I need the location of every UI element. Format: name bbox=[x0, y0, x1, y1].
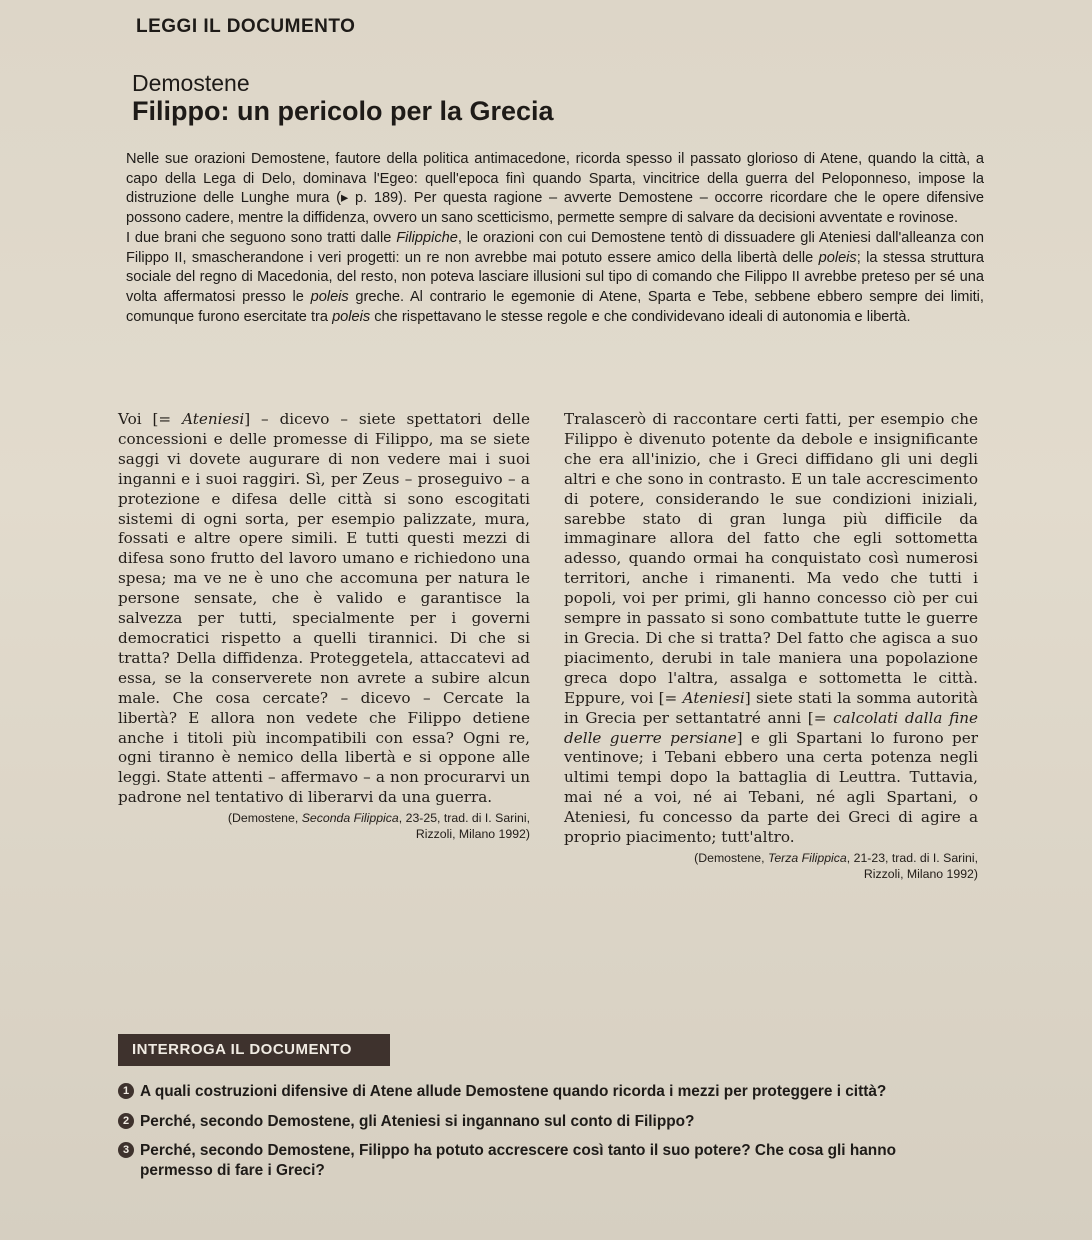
intro-p2-part5: che rispettavano le stesse regole e che condividevano ideali di autonomia e libertà. bbox=[370, 308, 911, 325]
section-label: LEGGI IL DOCUMENTO bbox=[136, 16, 356, 37]
intro-text bbox=[126, 150, 984, 327]
left-source-citation bbox=[118, 810, 530, 842]
intro-p2-part2: , le orazioni con cui Demostene tentò di dissuadere gli Ateniesi dall'alleanza con Filippo II, smascherandone i veri progetti: un re non avrebbe mai potuto essere amico della libertà delle bbox=[126, 229, 984, 266]
intro-p2-italic3: poleis bbox=[310, 288, 349, 305]
questions-header: INTERROGA IL DOCUMENTO bbox=[118, 1034, 390, 1066]
question-number-badge: 3 bbox=[118, 1142, 134, 1158]
right-src-text: (Demostene, bbox=[694, 850, 768, 865]
intro-p2-italic4: poleis bbox=[332, 308, 371, 325]
left-src-text: (Demostene, bbox=[227, 811, 302, 826]
intro-p2-italic2: poleis bbox=[818, 249, 857, 266]
left-source-line-2: Rizzoli, Milano 1992) bbox=[415, 827, 530, 842]
left-excerpt-text bbox=[118, 410, 530, 808]
intro-p2-part1: I due brani che seguono sono tratti dalle bbox=[126, 229, 397, 246]
left-source-line-1 bbox=[208, 810, 530, 826]
right-text-b: ] siete stati la somma autorità in Grecia per settantatré anni [= bbox=[564, 688, 978, 727]
questions-list bbox=[118, 1082, 948, 1190]
question-number-badge: 1 bbox=[118, 1083, 134, 1099]
right-src-rest: , 21-23, trad. di I. Sarini, bbox=[846, 850, 978, 865]
left-text-a: Voi [= bbox=[118, 410, 183, 428]
right-excerpt-text bbox=[564, 410, 978, 848]
left-src-rest: , 23-25, trad. di I. Sarini, bbox=[398, 811, 530, 826]
intro-p2-part3: ; la stessa struttura sociale del regno di Macedonia, del resto, non poteva lasciare illusioni sul tipo di comando che Filippo II avrebbe preteso per sé una volta affermatosi presso le bbox=[126, 249, 984, 305]
question-text: Perché, secondo Demostene, gli Ateniesi si ingannano sul conto di Filippo? bbox=[140, 1112, 695, 1130]
right-italic-a: Ateniesi bbox=[682, 688, 745, 707]
question-item bbox=[118, 1082, 948, 1102]
right-text-c: ] e gli Spartani lo furono per ventinove; i Tebani ebbero una certa potenza negli ultimi tempi dopo la battaglia di Leuttra. Tuttavia, mai né a voi, né ai Tebani, né agli Spartani, o Ateniesi, fu concesso da parte dei Greci di agire a proprio piacimento; tutt'altro. bbox=[564, 728, 978, 847]
document-title: Filippo: un pericolo per la Grecia bbox=[132, 96, 554, 126]
right-italic-b: calcolati dalla fine delle guerre persiane bbox=[564, 708, 978, 747]
question-item bbox=[118, 1112, 948, 1132]
right-text-a: Tralascerò di raccontare certi fatti, per esempio che Filippo è divenuto potente da debole e insignificante che era all'inizio, che i Greci diffidano gli uni degli altri e che sono in contrasto. E un tale accrescimento di potere, considerando le sue condizioni iniziali, sarebbe stato di gran lunga più difficile da immaginare allora del fatto che egli sottometta adesso, quando ormai ha conquistato così numerosi territori, anche i rimanenti. Ma vedo che tutti i popoli, voi per primi, gli hanno concesso ciò per cui sempre in passato si sono combattute tutte le guerre in Grecia. Di che si tratta? Del fatto che agisca a suo piacimento, derubi in tale maniera una popolazione greca dopo l'altra, assalga e sottometta le città. Eppure, voi [= bbox=[564, 410, 978, 707]
right-source-line-1 bbox=[564, 850, 978, 866]
question-text: A quali costruzioni difensive di Atene allude Demostene quando ricorda i mezzi per proteggere i città? bbox=[140, 1083, 887, 1100]
document-author: Demostene bbox=[132, 70, 250, 96]
left-italic-a: Ateniesi bbox=[182, 410, 245, 428]
left-text-b: ] – dicevo – siete spettatori delle concessioni e delle promesse di Filippo, ma se siete saggi vi dovete augurare di non vedere mai i suoi inganni e i suoi raggiri. Sì, per Zeus – proseguivo – a protezione e difesa delle città si sono escogitati sistemi di ogni sorta, per esempio palizzate, mura, fossati e altre opere simili. E tutti questi mezzi di difesa sono frutto del lavoro umano e richiedono una spesa; ma ve ne è uno che accomuna per natura le persone sensate, che è valido e garantisce la salvezza per tutti, specialmente per i governi democratici rispetto a quelli tirannici. Di che si tratta? Della diffidenza. Proteggetela, attaccatevi ad essa, se la conserverete non avrete a subire alcun male. Che cosa cercate? – dicevo – Cercate la libertà? E allora non vedete che Filippo detiene anche i titoli più incompatibili con essa? Ogni re, ogni tiranno è nemico della libertà e si oppone alle leggi. State attenti – affermavo – a non procurarvi un padrone nel tentativo di liberarvi da una guerra. bbox=[118, 410, 530, 807]
intro-paragraph-2 bbox=[126, 229, 984, 328]
intro-p2-italic1: Filippiche bbox=[396, 229, 458, 246]
right-source-citation bbox=[564, 850, 978, 882]
left-excerpt-column bbox=[118, 410, 530, 842]
right-src-italic: Terza Filippica bbox=[767, 850, 847, 865]
right-source-line-2: Rizzoli, Milano 1992) bbox=[863, 866, 978, 881]
right-excerpt-column bbox=[564, 410, 978, 882]
intro-p2-part4: greche. Al contrario le egemonie di Atene, Sparta e Tebe, sebbene ebbero sempre dei limiti, comunque furono esercitate tra bbox=[126, 288, 984, 325]
question-text: Perché, secondo Demostene, Filippo ha potuto accrescere così tanto il suo potere? Che cosa gli hanno permesso di fare i Greci? bbox=[140, 1142, 897, 1179]
left-src-italic: Seconda Filippica bbox=[301, 811, 399, 826]
question-item bbox=[118, 1141, 948, 1180]
question-number-badge: 2 bbox=[118, 1113, 134, 1129]
intro-paragraph-1: Nelle sue orazioni Demostene, fautore della politica antimacedone, ricorda spesso il passato glorioso di Atene, quando la città, a capo della Lega di Delo, dominava l'Egeo: quell'epoca finì quando Sparta, vincitrice della guerra del Peloponneso, impose la distruzione delle Lunghe mura (▸ p. 189). Per questa ragione – avverte Demostene – occorre ricordare che le opere difensive possono cadere, mentre la diffidenza, ovvero un sano scetticismo, permette sempre di salvare da decisioni avventate e rovinose. bbox=[126, 151, 984, 227]
